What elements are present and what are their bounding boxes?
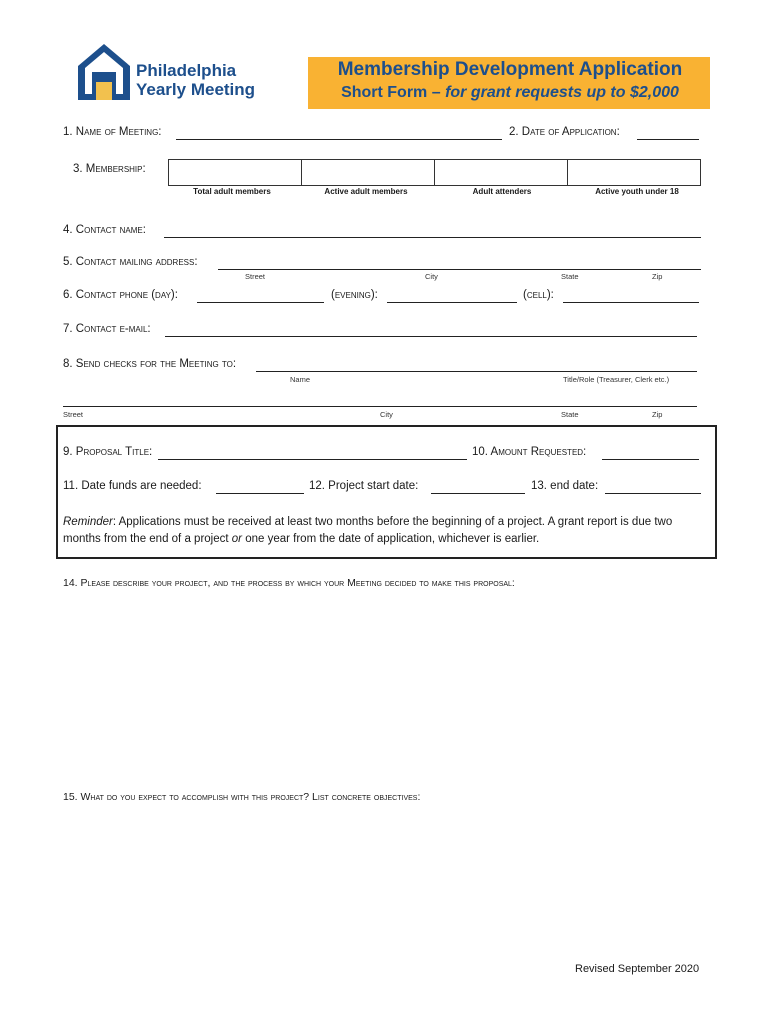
org-name-line2: Yearly Meeting [136, 80, 256, 99]
check-address-line[interactable] [63, 406, 697, 407]
org-name [136, 61, 255, 99]
subtitle-prefix: Short Form – [341, 84, 446, 101]
membership-col-label: Active adult members [324, 187, 408, 196]
phone-cell-label: (cell): [523, 289, 554, 301]
meeting-name-label: 1. Name of Meeting: [63, 126, 162, 138]
describe-project-area[interactable] [63, 598, 703, 778]
subtitle-italic: for grant requests up to $2,000 [445, 84, 679, 101]
start-date-label: 12. Project start date: [309, 480, 419, 492]
end-date-line[interactable] [605, 493, 701, 494]
describe-project-label: 14. Please describe your project, and the process by which your Meeting decided to make this proposal: [63, 577, 515, 589]
send-checks-line[interactable] [256, 371, 697, 372]
mailing-address-label: 5. Contact mailing address: [63, 256, 198, 268]
phone-day-label: 6. Contact phone (day): [63, 289, 178, 301]
reminder-lead: Reminder [63, 516, 113, 528]
membership-col-label: Adult attenders [472, 187, 532, 196]
phone-cell-line[interactable] [563, 302, 699, 303]
address-state-label: State [561, 272, 579, 281]
membership-total-adult-cell[interactable] [169, 160, 302, 186]
start-date-line[interactable] [431, 493, 525, 494]
application-date-line[interactable] [637, 139, 699, 140]
org-name-line1: Philadelphia [136, 61, 237, 80]
membership-attenders-cell[interactable] [435, 160, 568, 186]
contact-name-line[interactable] [164, 237, 701, 238]
phone-evening-line[interactable] [387, 302, 517, 303]
revision-note: Revised September 2020 [575, 963, 700, 975]
email-line[interactable] [165, 336, 697, 337]
application-date-label: 2. Date of Application: [509, 126, 620, 138]
reminder-text-2: one year from the date of application, whichever is earlier. [242, 533, 540, 545]
membership-col-label: Active youth under 18 [595, 187, 679, 196]
phone-day-line[interactable] [197, 302, 324, 303]
address-zip-label: Zip [652, 272, 663, 281]
reminder-text [63, 514, 708, 548]
objectives-area[interactable] [63, 812, 703, 952]
membership-youth-cell[interactable] [568, 160, 701, 186]
address-street-label: Street [245, 272, 266, 281]
email-label: 7. Contact e-mail: [63, 323, 151, 335]
membership-active-adult-cell[interactable] [302, 160, 435, 186]
check-state-label: State [561, 410, 579, 419]
meeting-name-line[interactable] [176, 139, 502, 140]
check-zip-label: Zip [652, 410, 663, 419]
reminder-or: or [231, 533, 242, 545]
address-city-label: City [425, 272, 438, 281]
objectives-label: 15. What do you expect to accomplish with this project? List concrete objectives: [63, 791, 421, 803]
amount-requested-line[interactable] [602, 459, 699, 460]
reminder-text-1: : Applications must be received at least two months before the beginning of a project. A grant report is due two months from the end of a project [63, 516, 673, 545]
mailing-address-line[interactable] [218, 269, 701, 270]
check-name-label: Name [290, 375, 311, 384]
send-checks-label: 8. Send checks for the Meeting to: [63, 358, 237, 370]
page-title: Membership Development Application [337, 59, 683, 80]
amount-requested-label: 10. Amount Requested: [472, 446, 587, 458]
proposal-title-label: 9. Proposal Title: [63, 446, 153, 458]
funds-needed-label: 11. Date funds are needed: [63, 480, 202, 492]
membership-label: 3. Membership: [73, 163, 146, 175]
check-street-label: Street [63, 410, 84, 419]
phone-evening-label: (evening): [331, 289, 378, 301]
funds-needed-line[interactable] [216, 493, 304, 494]
check-city-label: City [380, 410, 393, 419]
membership-col-label: Total adult members [193, 187, 271, 196]
house-icon [76, 42, 132, 102]
check-title-label: Title/Role (Treasurer, Clerk etc.) [563, 375, 670, 384]
page-subtitle [316, 84, 704, 102]
proposal-title-line[interactable] [158, 459, 467, 460]
contact-name-label: 4. Contact name: [63, 224, 146, 236]
end-date-label: 13. end date: [531, 480, 599, 492]
membership-table [168, 159, 701, 186]
